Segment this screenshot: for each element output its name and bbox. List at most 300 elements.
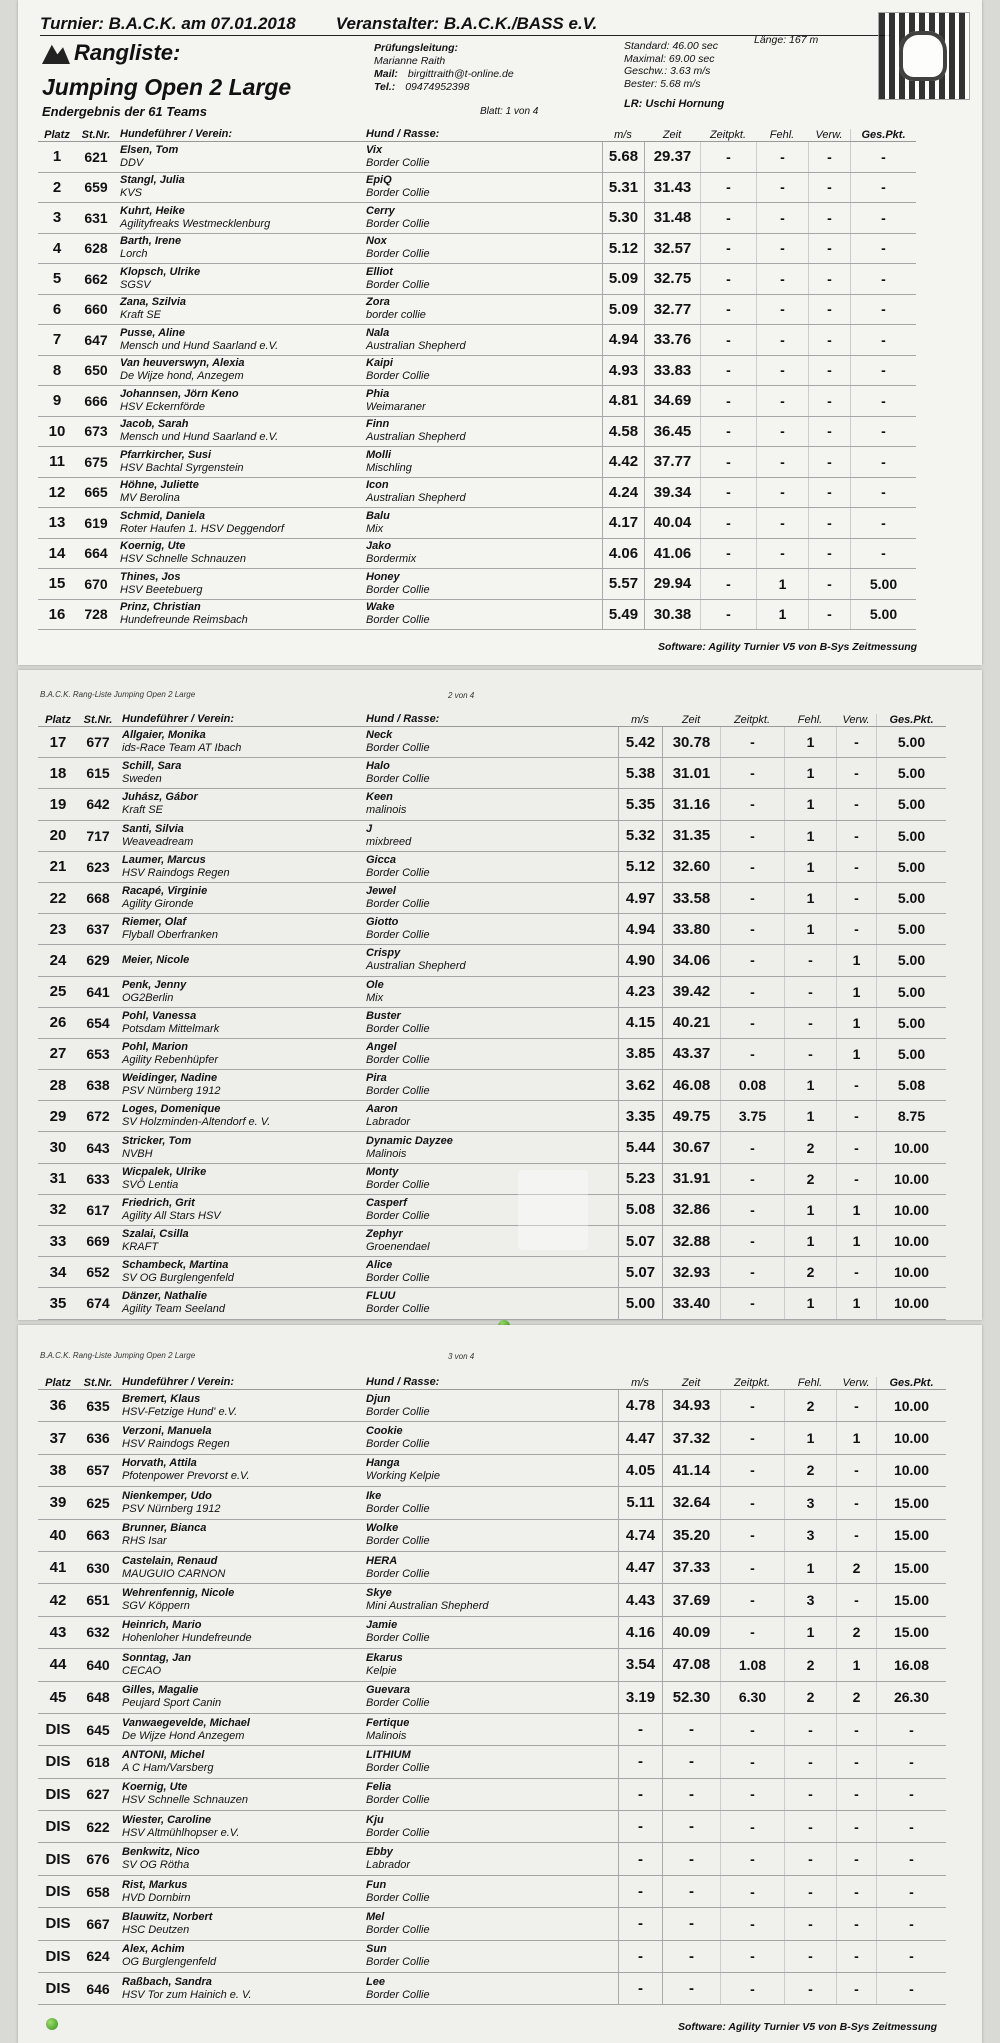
total-points-cell: 10.00 (876, 1390, 946, 1421)
refusals-cell: - (836, 821, 876, 851)
table-row (38, 914, 946, 945)
club-name: DDV (120, 156, 144, 169)
column-header-platz: Platz (44, 129, 70, 141)
dog-name: Cerry (366, 204, 395, 217)
faults-cell: - (784, 1843, 836, 1874)
speed-cell: - (618, 1779, 662, 1810)
table-row (38, 1520, 946, 1552)
table-row (38, 1070, 946, 1101)
table-row (38, 386, 916, 417)
column-header-ges: Ges.Pkt. (850, 129, 916, 141)
platz-cell: 28 (49, 1076, 67, 1094)
dog-cell (362, 325, 602, 355)
faults-cell: 2 (784, 1257, 836, 1287)
total-points-cell: 5.00 (876, 758, 946, 788)
club-name: NVBH (122, 1147, 153, 1160)
software-note: Software: Agility Turnier V5 von B-Sys Zeitmessung (658, 641, 918, 653)
dog-name: Nox (366, 235, 387, 248)
platz-cell: 27 (49, 1045, 67, 1063)
total-points-cell: 5.00 (876, 977, 946, 1007)
page-3-header: B.A.C.K. Rang-Liste Jumping Open 2 Large (40, 1351, 196, 1360)
speed-cell: 5.57 (602, 569, 644, 599)
glare (518, 1170, 588, 1250)
time-cell: 37.77 (644, 447, 700, 477)
platz-cell: 34 (49, 1263, 67, 1281)
table-header (38, 126, 916, 142)
total-points-cell: 8.75 (876, 1101, 946, 1131)
column-header-fehl: Fehl. (797, 714, 823, 726)
speed-cell: 4.05 (618, 1455, 662, 1486)
dog-name: Djun (366, 1392, 391, 1405)
platz-cell: 17 (49, 733, 67, 751)
dog-cell (362, 1843, 618, 1874)
column-header-hund: Hund / Rasse: (366, 713, 440, 725)
platz-cell: DIS (45, 1818, 71, 1836)
handler-cell (116, 356, 362, 386)
time-faults-cell: - (720, 1746, 784, 1777)
handler-name: Pfarrkircher, Susi (120, 448, 212, 461)
refusals-cell: - (836, 727, 876, 757)
dog-name: Ole (366, 978, 384, 991)
max-time: Maximal: 69.00 sec (624, 52, 715, 65)
table-row (38, 1843, 946, 1875)
speed-cell: 5.42 (618, 727, 662, 757)
dog-cell (362, 417, 602, 447)
platz-cell: 8 (52, 361, 62, 379)
dog-name: Neck (366, 729, 393, 742)
time-faults-cell: - (720, 1779, 784, 1810)
time-cell: - (662, 1811, 720, 1842)
dog-name: Fun (366, 1878, 387, 1891)
faults-cell: 2 (784, 1649, 836, 1680)
dog-breed: Labrador (366, 1116, 411, 1129)
dog-breed: Groenendael (366, 1241, 430, 1254)
dog-cell (362, 386, 602, 416)
table-row (38, 325, 916, 356)
table-row (38, 1973, 946, 2005)
handler-cell (118, 1455, 362, 1486)
handler-cell (116, 325, 362, 355)
refusals-cell: - (808, 447, 850, 477)
total-points-cell: - (850, 295, 916, 325)
time-faults-cell: - (700, 417, 756, 447)
handler-name: Pohl, Vanessa (122, 1009, 197, 1022)
handler-cell (116, 386, 362, 416)
dog-name: Honey (366, 570, 400, 583)
dog-name: Guevara (366, 1684, 411, 1697)
start-number-cell: 664 (84, 545, 108, 562)
judge: LR: Uschi Hornung (624, 98, 725, 110)
dog-name: EpiQ (366, 174, 392, 187)
time-faults-cell: - (700, 386, 756, 416)
dog-cell (362, 789, 618, 819)
dog-cell (362, 1714, 618, 1745)
platz-cell: 2 (52, 178, 62, 196)
total-points-cell: - (876, 1973, 946, 2004)
time-cell: 47.08 (662, 1649, 720, 1680)
time-faults-cell: - (720, 1714, 784, 1745)
total-points-cell: 5.08 (876, 1070, 946, 1100)
club-name: CECAO (122, 1664, 162, 1677)
speed-cell: 4.78 (618, 1390, 662, 1421)
total-points-cell: 15.00 (876, 1617, 946, 1648)
platz-cell: 10 (48, 422, 66, 440)
table-row (38, 758, 946, 789)
dog-cell (362, 508, 602, 538)
page-3-indicator: 3 von 4 (448, 1352, 475, 1361)
time-cell: 39.34 (644, 478, 700, 508)
dog-name: Jewel (366, 885, 396, 898)
handler-cell (118, 945, 362, 975)
time-faults-cell: - (720, 789, 784, 819)
handler-name: Heinrich, Mario (122, 1619, 202, 1632)
time-faults-cell: - (720, 1520, 784, 1551)
speed-cell: 4.42 (602, 447, 644, 477)
club-name: Agilityfreaks Westmecklenburg (120, 217, 271, 230)
table-row (38, 1649, 946, 1681)
dog-breed: malinois (366, 804, 407, 817)
platz-cell: 24 (49, 951, 67, 969)
dog-breed: Border Collie (366, 1956, 430, 1969)
handler-cell (118, 1876, 362, 1907)
table-row (38, 945, 946, 976)
dog-cell (362, 914, 618, 944)
dog-name: Icon (366, 479, 389, 492)
handler-name: Rist, Markus (122, 1878, 188, 1891)
time-cell: 37.69 (662, 1584, 720, 1615)
faults-cell: 1 (784, 914, 836, 944)
start-number-cell: 628 (84, 240, 108, 257)
handler-cell (116, 203, 362, 233)
handler-name: Wicpalek, Ulrike (122, 1165, 207, 1178)
pin-icon (46, 2018, 58, 2030)
handler-cell (118, 1941, 362, 1972)
time-cell: 31.91 (662, 1164, 720, 1194)
dog-breed: Malinois (366, 1147, 407, 1160)
faults-cell: 1 (784, 1101, 836, 1131)
handler-name: Wehrenfennig, Nicole (122, 1587, 235, 1600)
handler-name: Thines, Jos (120, 570, 181, 583)
dog-name: HERA (366, 1554, 398, 1567)
faults-cell: 2 (784, 1390, 836, 1421)
refusals-cell: - (836, 1714, 876, 1745)
handler-name: Schambeck, Martina (122, 1259, 229, 1272)
pruefungsleitung-value: Marianne Raith (374, 55, 446, 67)
platz-cell: 30 (49, 1139, 67, 1157)
dog-name: Ike (366, 1489, 382, 1502)
table-row (38, 789, 946, 820)
mail-label: Mail: (374, 68, 398, 80)
column-header-zeitpkt: Zeitpkt. (733, 1377, 771, 1389)
platz-cell: 14 (48, 544, 66, 562)
dog-name: Wolke (366, 1522, 399, 1535)
speed-cell: 5.12 (618, 852, 662, 882)
time-cell: - (662, 1779, 720, 1810)
start-number-cell: 625 (86, 1494, 110, 1511)
dog-name: Dynamic Dayzee (366, 1134, 453, 1147)
handler-cell (118, 1164, 362, 1194)
time-faults-cell: - (720, 1876, 784, 1907)
dog-cell (362, 1908, 618, 1939)
handler-cell (116, 264, 362, 294)
platz-cell: 19 (49, 795, 67, 813)
handler-cell (116, 569, 362, 599)
column-header-zeit: Zeit (681, 1377, 701, 1389)
table-row (38, 1908, 946, 1940)
speed-cell: 5.00 (618, 1288, 662, 1318)
total-points-cell: - (850, 356, 916, 386)
column-header-fuehrer: Hundeführer / Verein: (122, 1376, 235, 1388)
handler-cell (118, 1746, 362, 1777)
table-row (38, 1288, 946, 1319)
dog-breed: Border Collie (366, 898, 430, 911)
handler-cell (116, 142, 362, 172)
handler-cell (116, 295, 362, 325)
handler-cell (118, 1008, 362, 1038)
platz-cell: 9 (52, 392, 62, 410)
faults-cell: - (756, 173, 808, 203)
start-number-cell: 674 (86, 1295, 110, 1312)
refusals-cell: - (836, 1843, 876, 1874)
time-faults-cell: - (720, 1908, 784, 1939)
start-number-cell: 653 (86, 1045, 110, 1062)
results-table-page-1 (38, 126, 916, 630)
refusals-cell: - (836, 1455, 876, 1486)
total-points-cell: - (850, 539, 916, 569)
handler-name: ANTONI, Michel (122, 1748, 205, 1761)
time-faults-cell: - (700, 600, 756, 630)
handler-name: Meier, Nicole (122, 953, 190, 966)
total-points-cell: - (876, 1779, 946, 1810)
refusals-cell: - (808, 234, 850, 264)
dog-cell (362, 1746, 618, 1777)
faults-cell: - (756, 386, 808, 416)
column-header-platz: Platz (45, 714, 71, 726)
dog-breed: Border Collie (366, 1022, 430, 1035)
total-points-cell: 10.00 (876, 1455, 946, 1486)
club-name: De Wijze hond, Anzegem (120, 370, 244, 383)
club-name: KVS (120, 187, 143, 200)
club-name: SVÖ Lentia (122, 1178, 179, 1191)
dog-name: Gicca (366, 853, 396, 866)
refusals-cell: - (836, 883, 876, 913)
refusals-cell: 1 (836, 1195, 876, 1225)
time-cell: - (662, 1876, 720, 1907)
start-number-cell: 672 (86, 1108, 110, 1125)
veranstalter-label: Veranstalter: (335, 14, 440, 33)
table-row (38, 1101, 946, 1132)
time-faults-cell: - (700, 173, 756, 203)
faults-cell: 1 (784, 883, 836, 913)
club-name: Potsdam Mittelmark (122, 1022, 220, 1035)
speed-cell: 5.68 (602, 142, 644, 172)
total-points-cell: 15.00 (876, 1584, 946, 1615)
dog-name: Balu (366, 509, 390, 522)
dog-name: Zephyr (366, 1228, 403, 1241)
platz-cell: DIS (45, 1980, 71, 1998)
club-name: SGV Köppern (122, 1600, 190, 1613)
refusals-cell: - (836, 1779, 876, 1810)
refusals-cell: - (836, 1257, 876, 1287)
speed-cell: 5.23 (618, 1164, 662, 1194)
dog-breed: Border Collie (366, 614, 430, 627)
faults-cell: 1 (784, 1070, 836, 1100)
dog-cell (362, 1682, 618, 1713)
start-number-cell: 667 (86, 1915, 110, 1932)
handler-cell (116, 417, 362, 447)
total-points-cell: - (876, 1746, 946, 1777)
platz-cell: 6 (52, 300, 62, 318)
refusals-cell: - (836, 1746, 876, 1777)
handler-cell (118, 1257, 362, 1287)
dog-breed: Border Collie (366, 742, 430, 755)
speed-cell: 4.23 (618, 977, 662, 1007)
column-header-hund: Hund / Rasse: (366, 128, 440, 140)
table-row (38, 264, 916, 295)
handler-name: Benkwitz, Nico (122, 1846, 200, 1859)
time-cell: 29.94 (644, 569, 700, 599)
total-points-cell: - (850, 508, 916, 538)
software-note: Software: Agility Turnier V5 von B-Sys Zeitmessung (678, 2021, 938, 2033)
tournament-header (40, 14, 890, 36)
club-name: Agility All Stars HSV (122, 1209, 221, 1222)
time-faults-cell: - (720, 1422, 784, 1453)
table-row (38, 1876, 946, 1908)
handler-name: Allgaier, Monika (122, 729, 206, 742)
dog-name: FLUU (366, 1290, 396, 1303)
faults-cell: - (784, 945, 836, 975)
total-points-cell: - (876, 1843, 946, 1874)
time-cell: 30.78 (662, 727, 720, 757)
handler-name: Jacob, Sarah (120, 418, 189, 431)
total-points-cell: - (850, 203, 916, 233)
speed-cell: 5.09 (602, 295, 644, 325)
time-faults-cell: - (720, 852, 784, 882)
time-faults-cell: - (720, 1487, 784, 1518)
handler-cell (116, 234, 362, 264)
table-row (38, 142, 916, 173)
handler-name: Penk, Jenny (122, 978, 187, 991)
column-header-zeitpkt: Zeitpkt. (709, 129, 747, 141)
total-points-cell: 5.00 (876, 789, 946, 819)
dog-cell (362, 727, 618, 757)
table-row (38, 821, 946, 852)
dog-breed: Border Collie (366, 1502, 430, 1515)
total-points-cell: 5.00 (876, 821, 946, 851)
handler-cell (118, 727, 362, 757)
total-points-cell: 16.08 (876, 1649, 946, 1680)
faults-cell: 1 (784, 789, 836, 819)
column-header-zeitpkt: Zeitpkt. (733, 714, 771, 726)
refusals-cell: 2 (836, 1682, 876, 1713)
handler-name: Friedrich, Grit (122, 1196, 195, 1209)
dog-breed: Border Collie (366, 1761, 430, 1774)
column-header-hund: Hund / Rasse: (366, 1376, 440, 1388)
refusals-cell: 1 (836, 1422, 876, 1453)
table-row (38, 1195, 946, 1226)
time-cell: 41.14 (662, 1455, 720, 1486)
dog-cell (362, 1617, 618, 1648)
club-name: HSV Eckernförde (120, 400, 205, 413)
refusals-cell: - (836, 1164, 876, 1194)
table-row (38, 569, 916, 600)
handler-cell (118, 1195, 362, 1225)
time-cell: - (662, 1714, 720, 1745)
column-header-fehl: Fehl. (797, 1377, 823, 1389)
handler-cell (118, 1520, 362, 1551)
platz-cell: 1 (52, 148, 62, 166)
column-header-ges: Ges.Pkt. (876, 714, 946, 726)
start-number-cell: 647 (84, 331, 108, 348)
time-cell: 34.69 (644, 386, 700, 416)
faults-cell: - (756, 356, 808, 386)
refusals-cell: - (836, 758, 876, 788)
dog-cell (362, 356, 602, 386)
handler-cell (118, 852, 362, 882)
total-points-cell: 5.00 (876, 945, 946, 975)
refusals-cell: - (808, 600, 850, 630)
table-row (38, 1008, 946, 1039)
platz-cell: 20 (49, 827, 67, 845)
club-name: Agility Gironde (122, 898, 194, 911)
total-points-cell: - (850, 264, 916, 294)
handler-cell (118, 1487, 362, 1518)
speed-cell: 5.35 (618, 789, 662, 819)
faults-cell: 1 (784, 1288, 836, 1318)
handler-name: Laumer, Marcus (122, 853, 206, 866)
time-cell: 40.09 (662, 1617, 720, 1648)
refusals-cell: - (808, 356, 850, 386)
time-faults-cell: - (720, 1941, 784, 1972)
faults-cell: - (756, 264, 808, 294)
platz-cell: 40 (49, 1526, 67, 1544)
result-sheet-page-1 (18, 0, 982, 665)
handler-name: Blauwitz, Norbert (122, 1910, 213, 1923)
refusals-cell: - (808, 264, 850, 294)
handler-cell (118, 1779, 362, 1810)
dog-cell (362, 600, 602, 630)
start-number-cell: 665 (84, 484, 108, 501)
platz-cell: DIS (45, 1883, 71, 1901)
time-cell: 32.77 (644, 295, 700, 325)
handler-name: Castelain, Renaud (122, 1554, 218, 1567)
dog-breed: Border Collie (366, 1209, 430, 1222)
tel-value: 09474952398 (405, 81, 470, 93)
speed-cell: 4.97 (618, 883, 662, 913)
table-row (38, 977, 946, 1008)
start-number-cell: 618 (86, 1753, 110, 1770)
speed-cell: 3.54 (618, 1649, 662, 1680)
dog-name: Sun (366, 1943, 387, 1956)
refusals-cell: - (808, 142, 850, 172)
club-name: HSV Altmühlhopser e.V. (122, 1826, 240, 1839)
platz-cell: 33 (49, 1232, 67, 1250)
dog-cell (362, 1973, 618, 2004)
dog-breed: Malinois (366, 1729, 407, 1742)
handler-name: Wiester, Caroline (122, 1813, 212, 1826)
faults-cell: 1 (756, 600, 808, 630)
dog-breed: Border Collie (366, 1405, 430, 1418)
refusals-cell: - (808, 508, 850, 538)
speed-cell: 3.85 (618, 1039, 662, 1069)
column-header-zeit: Zeit (662, 129, 682, 141)
table-row (38, 1422, 946, 1454)
refusals-cell: - (836, 1876, 876, 1907)
table-row (38, 1132, 946, 1163)
refusals-cell: - (808, 203, 850, 233)
total-points-cell: - (850, 234, 916, 264)
platz-cell: DIS (45, 1915, 71, 1933)
